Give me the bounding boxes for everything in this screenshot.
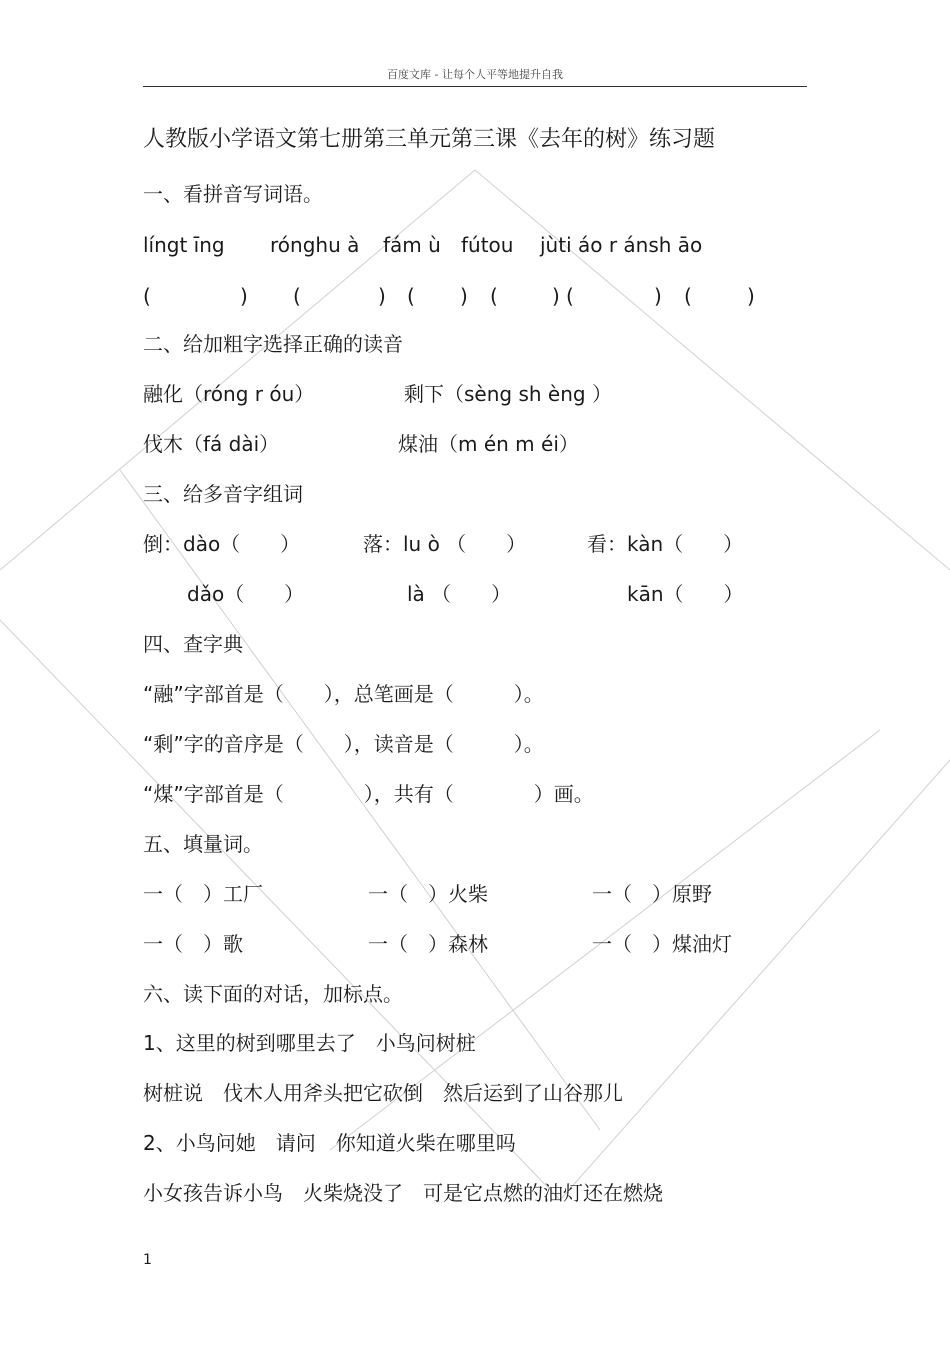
blank-open: ( bbox=[407, 284, 415, 308]
dictionary-line: “融”字部首是（ ），总笔画是（ ）。 bbox=[143, 682, 544, 706]
blank-close: ) bbox=[240, 284, 248, 308]
measure-word-item: 一（ ）火柴 bbox=[368, 882, 488, 906]
blank-close: ) bbox=[552, 284, 560, 308]
reading-item: 剩下（sèng sh èng ） bbox=[404, 382, 612, 406]
dialogue-line: 1、这里的树到哪里去了 小鸟问树桩 bbox=[143, 1031, 476, 1055]
polyphone-item: kān（ ） bbox=[627, 582, 744, 606]
section-6-heading: 六、读下面的对话，加标点。 bbox=[143, 982, 403, 1006]
reading-item: 煤油（m én m éi） bbox=[398, 432, 579, 456]
pinyin-item: fám ù bbox=[383, 233, 441, 257]
blank-close: ) bbox=[654, 284, 662, 308]
measure-word-item: 一（ ）森林 bbox=[368, 932, 488, 956]
blank-open: ( bbox=[490, 284, 498, 308]
dialogue-line: 2、小鸟问她 请问 你知道火柴在哪里吗 bbox=[143, 1131, 516, 1155]
pinyin-item: língt īng bbox=[143, 233, 225, 257]
blank-close: ) bbox=[378, 284, 386, 308]
polyphone-item: là （ ） bbox=[407, 582, 512, 606]
measure-word-item: 一（ ）原野 bbox=[592, 882, 712, 906]
section-5-heading: 五、填量词。 bbox=[143, 832, 263, 856]
blank-open: ( bbox=[566, 284, 574, 308]
measure-word-item: 一（ ）煤油灯 bbox=[592, 932, 732, 956]
reading-item: 伐木（fá dài） bbox=[143, 432, 280, 456]
pinyin-item: jùti áo r ánsh āo bbox=[540, 233, 703, 257]
section-2-heading: 二、给加粗字选择正确的读音 bbox=[143, 332, 403, 356]
dialogue-line: 树桩说 伐木人用斧头把它砍倒 然后运到了山谷那儿 bbox=[143, 1081, 623, 1105]
dialogue-line: 小女孩告诉小鸟 火柴烧没了 可是它点燃的油灯还在燃烧 bbox=[143, 1181, 663, 1205]
header-rule bbox=[143, 86, 807, 87]
measure-word-item: 一（ ）工厂 bbox=[143, 882, 263, 906]
polyphone-item: dǎo（ ） bbox=[187, 582, 305, 606]
page-number: 1 bbox=[143, 1252, 152, 1268]
dictionary-line: “剩”字的音序是（ ），读音是（ ）。 bbox=[143, 732, 544, 756]
measure-word-item: 一（ ）歌 bbox=[143, 932, 243, 956]
blank-close: ) bbox=[460, 284, 468, 308]
blank-open: ( bbox=[684, 284, 692, 308]
section-1-heading: 一、看拼音写词语。 bbox=[143, 182, 323, 206]
blank-close: ) bbox=[747, 284, 755, 308]
blank-open: ( bbox=[143, 284, 151, 308]
document-title: 人教版小学语文第七册第三单元第三课《去年的树》练习题 bbox=[143, 127, 716, 152]
section-4-heading: 四、查字典 bbox=[143, 632, 243, 656]
polyphone-item: 落：lu ò （ ） bbox=[363, 532, 527, 556]
polyphone-item: 看：kàn（ ） bbox=[587, 532, 744, 556]
pinyin-item: fútou bbox=[461, 233, 514, 257]
reading-item: 融化（róng r óu） bbox=[143, 382, 315, 406]
page-header: 百度文库 - 让每个人平等地提升自我 bbox=[387, 68, 563, 81]
pinyin-item: rónghu à bbox=[270, 233, 360, 257]
blank-open: ( bbox=[293, 284, 301, 308]
polyphone-item: 倒：dào（ ） bbox=[143, 532, 301, 556]
section-3-heading: 三、给多音字组词 bbox=[143, 482, 303, 506]
dictionary-line: “煤”字部首是（ ），共有（ ）画。 bbox=[143, 782, 594, 806]
